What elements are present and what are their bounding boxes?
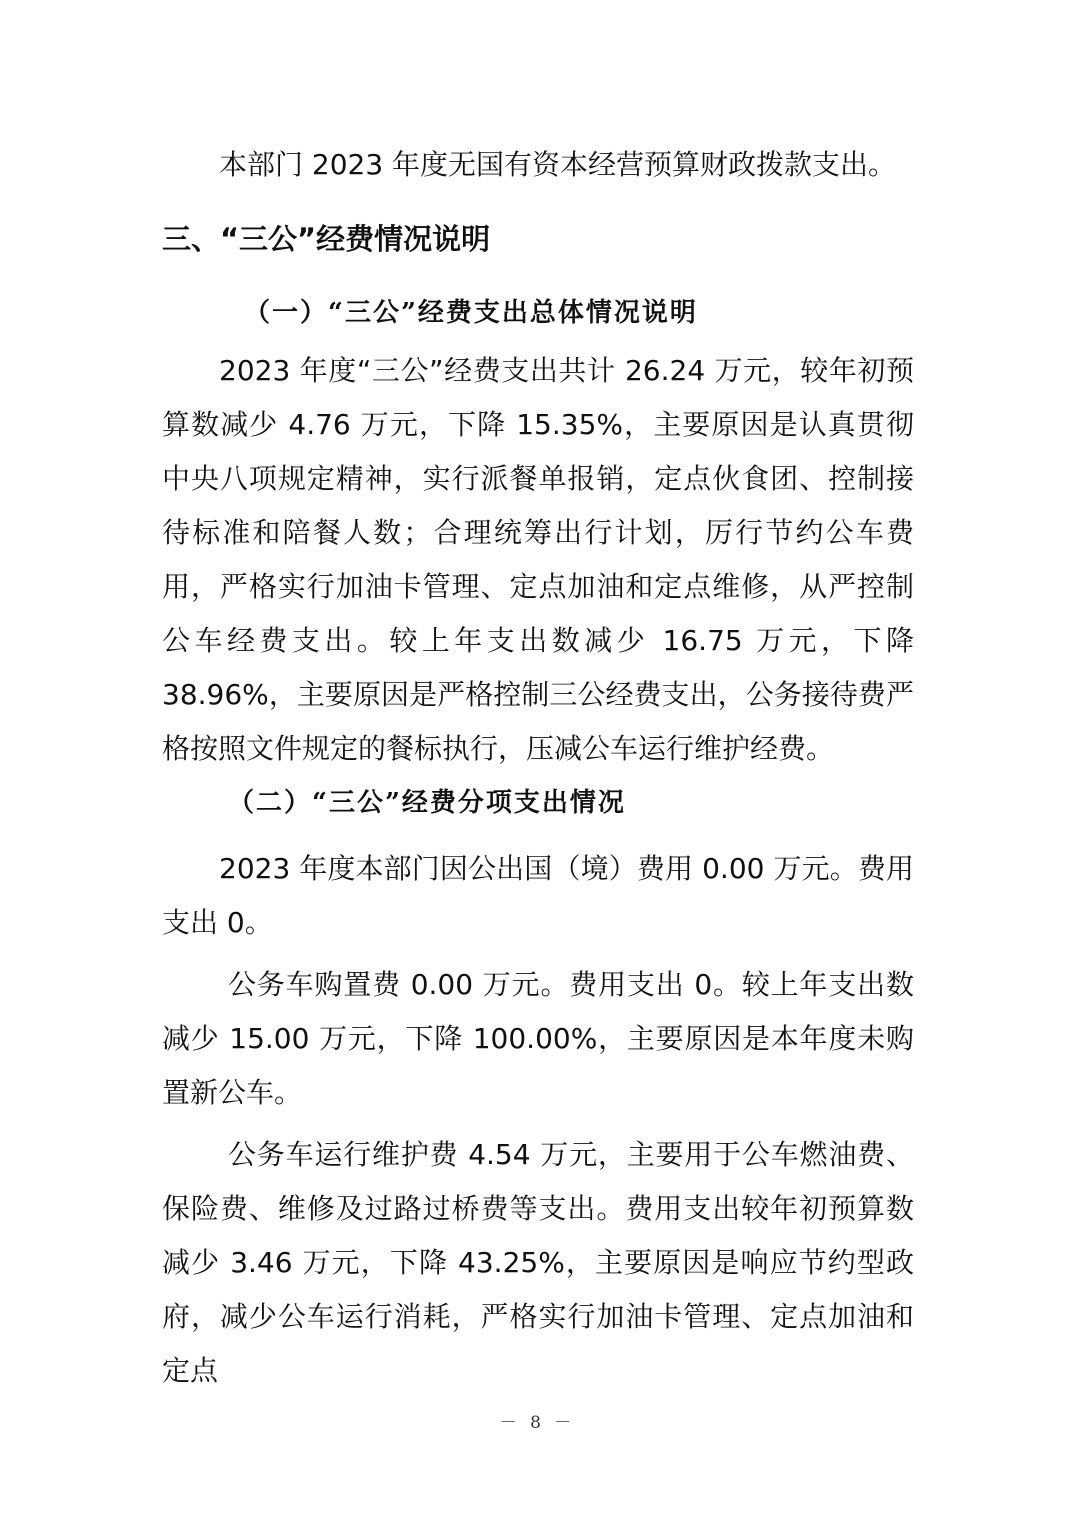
paragraph-intro: 本部门 2023 年度无国有资本经营预算财政拨款支出。 <box>219 148 897 181</box>
paragraph-overall-expenses: 2023 年度“三公”经费支出共计 26.24 万元，较年初预算数减少 4.76 万元，下降 15.35%，主要原因是认真贯彻中央八项规定精神，实行派餐单报销，定点伙食团、控制接待标准和陪餐人数；合理统筹出行计划，厉行节约公车费用，严格实行加油卡管理、定点加油和定点维修，从严控制公车经费支出。较上年支出数减少 16.75 万元，下降 38.96%，主要原因是严格控制三公经费支出，公务接待费严格按照文件规定的餐标执行，压减公车运行维护经费。 <box>162 354 914 765</box>
paragraph-vehicle-maintenance: 公务车运行维护费 4.54 万元，主要用于公车燃油费、保险费、维修及过路过桥费等支出。费用支出较年初预算数减少 3.46 万元，下降 43.25%，主要原因是响应节约型政府，减少公车运行消耗，严格实行加油卡管理、定点加油和定点 <box>162 1138 914 1387</box>
paragraph-vehicle-purchase: 公务车购置费 0.00 万元。费用支出 0。较上年支出数减少 15.00 万元，下降 100.00%，主要原因是本年度未购置新公车。 <box>162 968 914 1109</box>
subheading-overall: （一）“三公”经费支出总体情况说明 <box>244 298 698 328</box>
document-body <box>162 138 914 1398</box>
section-heading-three-public-expenses: 三、“三公”经费情况说明 <box>162 222 491 256</box>
page-number: － 8 － <box>499 1413 576 1433</box>
paragraph-abroad-expenses: 2023 年度本部门因公出国（境）费用 0.00 万元。费用支出 0。 <box>162 852 914 939</box>
subheading-itemized: （二）“三公”经费分项支出情况 <box>228 788 626 818</box>
